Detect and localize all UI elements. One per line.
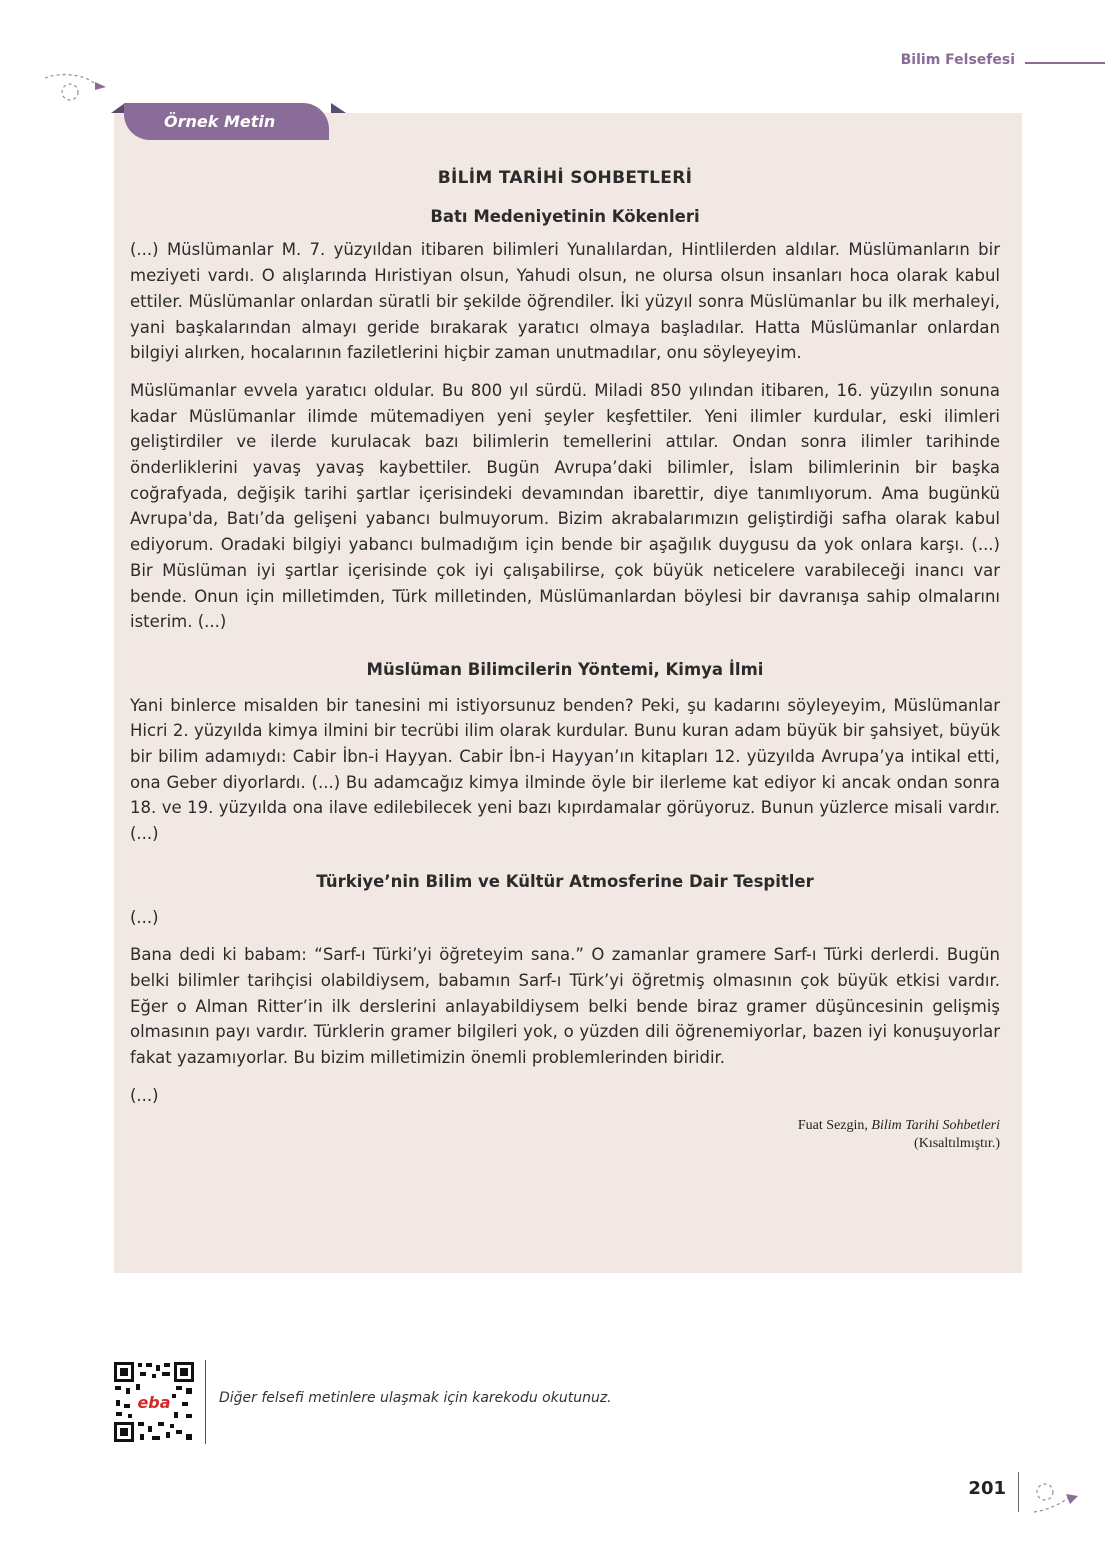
paragraph: Müslümanlar evvela yaratıcı oldular. Bu 800 yıl sürdü. Miladi 850 yılından itibaren, 16. yüzyılın sonuna kadar Müslümanlar ilimde mütemadiyen yeni şeyler keşfettiler. Yeni ilimler kurdular, eski ilimleri geliştirdiler ve ilerde kurulacak bazı bilimlerin temellerini attılar. Ondan sonra ilimler tarihinde önderliklerini yavaş yavaş kaybettiler. Bugün Avrupa’daki bilimler, İslam bilimlerinin bir başka coğrafyada, değişik tarihi şartlar içerisindeki devamından ibarettir, diye tanımlıyorum. Ama bugünkü Avrupa'da, Batı’da gelişeni yabancı bulmuyorum. Bizim akrabalarımızın geliştirdiği safha olarak kabul ediyorum. Oradaki bilgiyi yabancı bulmadığım için bende bir aşağılık duygusu da yok onlara karşı. (...) Bir Müslüman iyi şartlar içerisinde çok iyi çalışabilirse, çok büyük neticelere varabileceği inancı var bende. Onun için milletimden, Türk milletinden, Müslümanlardan böylesi bir davranışa sahip olmalarını isterim. (...)	[130, 380, 1000, 632]
page-number: 201	[968, 1478, 1006, 1499]
paragraph: (...)	[130, 1085, 159, 1105]
source-author: Fuat Sezgin,	[797, 1117, 868, 1133]
qr-divider	[205, 1360, 206, 1444]
qr-logo: eba	[137, 1393, 171, 1412]
qr-caption: Diğer felsefi metinlere ulaşmak için karekodu okutunuz.	[219, 1390, 612, 1406]
section-heading: Müslüman Bilimcilerin Yöntemi, Kimya İlmi	[366, 659, 764, 679]
source-citation	[130, 1117, 1000, 1153]
source-work: Bilim Tarihi Sohbetleri	[871, 1117, 1000, 1133]
section-heading: Batı Medeniyetinin Kökenleri	[430, 206, 700, 226]
page-number-rule	[1018, 1472, 1019, 1512]
article	[130, 162, 1000, 1153]
header-title: Bilim Felsefesi	[900, 52, 1015, 68]
qr-code[interactable]	[112, 1360, 196, 1444]
section-heading: Türkiye’nin Bilim ve Kültür Atmosferine Dair Tespitler	[316, 871, 814, 891]
paragraph: Yani binlerce misalden bir tanesini mi istiyorsunuz benden? Peki, şu kadarını söyleyeyim, Müslümanlar Hicri 2. yüzyılda kimya ilmini bir tecrübi ilim olarak kurdular. Bunu kuran adam büyük bir şahsiyet, büyük bir bilim adamıydı: Cabir İbn-i Hayyan. Cabir İbn-i Hayyan’ın kitapları 12. yüzyılda Avrupa’ya intikal etti, ona Geber diyorlardı. (...) Bu adamcağız kimya ilminde öyle bir ilerleme kat ediyor ki ancak ondan sonra 18. ve 19. yüzyılda ona ilave edilebilecek yeni bazı kıpırdamalar görüyoruz. Bunun yüzlerce misali vardır. (...)	[130, 695, 1000, 844]
source-note: (Kısaltılmıştır.)	[914, 1135, 1000, 1151]
dashed-arrow-icon	[1030, 1482, 1090, 1518]
dashed-arrow-icon	[40, 70, 110, 110]
article-title: BİLİM TARİHİ SOHBETLERİ	[437, 168, 693, 188]
paragraph: Bana dedi ki babam: “Sarf-ı Türki’yi öğreteyim sana.” O zamanlar gramere Sarf-ı Türki derlerdi. Bugün belki bilimler tarihçisi olabildiysem, babamın Sarf-ı Türk’yi öğretmiş olmasının çok büyük etkisi vardır. Eğer o Alman Ritter’in ilk derslerini anlayabildiysem belki bende biraz gramer düşüncesinin gelişmiş olmasının payı vardır. Türklerin gramer bilgileri yok, o yüzden dili öğrenemiyorlar, bazen iyi konuşuyorlar fakat yazamıyorlar. Bu bizim milletimizin önemli problemlerinden biridir.	[130, 945, 1000, 1068]
header-rule	[1025, 62, 1105, 64]
sample-text-tab: Örnek Metin	[124, 103, 329, 140]
paragraph: (...) Müslümanlar M. 7. yüzyıldan itibaren bilimleri Yunalılardan, Hintlilerden aldılar. Müslümanların bir meziyeti vardı. O alışlarında Hıristiyan olsun, Yahudi olsun, ne olursa olsun insanları hoca olarak kabul ettiler. Müslümanlar onlardan süratli bir şekilde öğrendiler. İki yüzyıl sonra Müslümanlar bu ilk merhaleyi, yani başkalarından almayı geride bırakarak yaratıcı olmaya başladılar. Hatta Müslümanlar onlardan bilgiyi alırken, hocalarının faziletlerini hiçbir zaman unutmadılar, onu söyleyeyim.	[130, 240, 1000, 363]
paragraph: (...)	[130, 907, 159, 927]
